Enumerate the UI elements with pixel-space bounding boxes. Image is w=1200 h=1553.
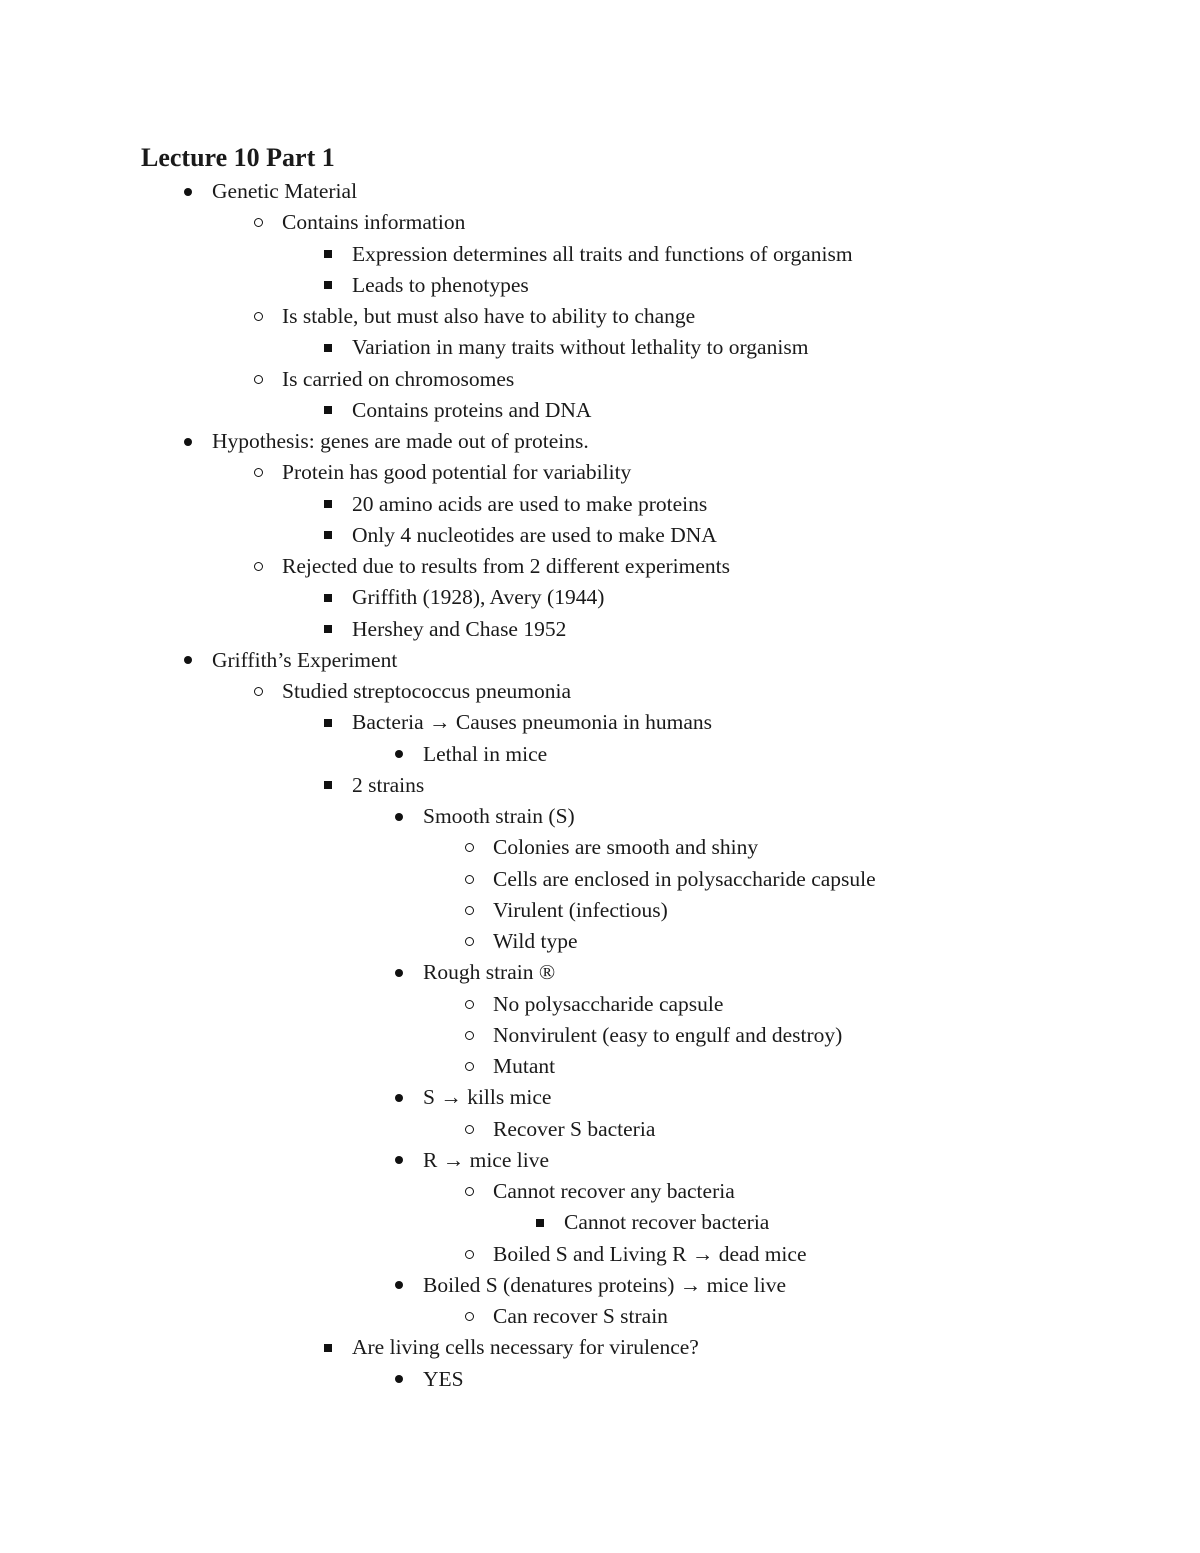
list-item-text: Boiled S (denatures proteins) → mice live bbox=[423, 1272, 787, 1297]
ring-bullet-icon bbox=[459, 1176, 479, 1207]
ring-bullet-icon bbox=[248, 301, 268, 332]
list-item-text: Can recover S strain bbox=[493, 1304, 668, 1328]
list-item-text: Griffith’s Experiment bbox=[212, 647, 398, 672]
list-item-text: Rough strain ® bbox=[423, 960, 556, 985]
list-item-text: Is stable, but must also have to ability to change bbox=[282, 304, 696, 328]
dot-bullet-icon bbox=[389, 801, 409, 832]
ring-bullet-icon bbox=[459, 832, 479, 863]
list-item-text: Hershey and Chase 1952 bbox=[352, 616, 567, 641]
list-item-text: Griffith (1928), Avery (1944) bbox=[352, 585, 605, 610]
list-item-text: Rejected due to results from 2 different experiments bbox=[282, 554, 730, 578]
square-bullet-icon bbox=[318, 332, 338, 363]
list-item-text: Protein has good potential for variability bbox=[282, 460, 632, 485]
ring-bullet-icon bbox=[459, 864, 479, 895]
list-item-text: Smooth strain (S) bbox=[423, 804, 575, 828]
ring-bullet-icon bbox=[459, 1020, 479, 1051]
list-item-text: Boiled S and Living R → dead mice bbox=[493, 1241, 807, 1266]
dot-bullet-icon bbox=[389, 1145, 409, 1176]
list-item-text: Contains proteins and DNA bbox=[352, 397, 592, 422]
list-item-text: Hypothesis: genes are made out of proteins. bbox=[212, 429, 589, 453]
ring-bullet-icon bbox=[459, 989, 479, 1020]
ring-bullet-icon bbox=[248, 551, 268, 582]
list-item-text: Cannot recover bacteria bbox=[564, 1210, 770, 1235]
ring-bullet-icon bbox=[459, 1114, 479, 1145]
ring-bullet-icon bbox=[459, 1239, 479, 1270]
ring-bullet-icon bbox=[248, 364, 268, 395]
dot-bullet-icon bbox=[178, 645, 198, 676]
ring-bullet-icon bbox=[459, 895, 479, 926]
dot-bullet-icon bbox=[178, 426, 198, 457]
list-item-text: Only 4 nucleotides are used to make DNA bbox=[352, 522, 717, 547]
square-bullet-icon bbox=[318, 582, 338, 613]
square-bullet-icon bbox=[318, 520, 338, 551]
list-item-text: Genetic Material bbox=[212, 179, 358, 203]
list-item-text: S → kills mice bbox=[423, 1085, 552, 1110]
list-item-text: Leads to phenotypes bbox=[352, 272, 529, 297]
list-item-text: Are living cells necessary for virulence? bbox=[352, 1335, 699, 1360]
square-bullet-icon bbox=[318, 395, 338, 426]
dot-bullet-icon bbox=[389, 957, 409, 988]
list-item-text: Cannot recover any bacteria bbox=[493, 1179, 735, 1203]
list-item-text: Recover S bacteria bbox=[493, 1116, 656, 1141]
page-title: Lecture 10 Part 1 bbox=[141, 143, 335, 172]
ring-bullet-icon bbox=[459, 1301, 479, 1332]
square-bullet-icon bbox=[318, 614, 338, 645]
list-item-text: Nonvirulent (easy to engulf and destroy) bbox=[493, 1022, 843, 1047]
list-item-text: Mutant bbox=[493, 1054, 556, 1078]
list-item-text: YES bbox=[423, 1366, 464, 1391]
ring-bullet-icon bbox=[248, 457, 268, 488]
list-item-text: Virulent (infectious) bbox=[493, 897, 668, 922]
ring-bullet-icon bbox=[459, 926, 479, 957]
square-bullet-icon bbox=[318, 770, 338, 801]
square-bullet-icon bbox=[318, 239, 338, 270]
list-item-text: Expression determines all traits and functions of organism bbox=[352, 241, 853, 266]
ring-bullet-icon bbox=[248, 207, 268, 238]
ring-bullet-icon bbox=[248, 676, 268, 707]
square-bullet-icon bbox=[318, 1332, 338, 1363]
dot-bullet-icon bbox=[389, 739, 409, 770]
dot-bullet-icon bbox=[389, 1270, 409, 1301]
square-bullet-icon bbox=[318, 270, 338, 301]
dot-bullet-icon bbox=[389, 1364, 409, 1395]
list-item-text: Cells are enclosed in polysaccharide capsule bbox=[493, 866, 876, 891]
list-item-text: Lethal in mice bbox=[423, 741, 548, 766]
list-item-text: R → mice live bbox=[423, 1147, 549, 1172]
dot-bullet-icon bbox=[178, 176, 198, 207]
list-item-text: Colonies are smooth and shiny bbox=[493, 835, 759, 860]
square-bullet-icon bbox=[318, 707, 338, 738]
square-bullet-icon bbox=[530, 1207, 550, 1238]
ring-bullet-icon bbox=[459, 1051, 479, 1082]
list-item-text: 20 amino acids are used to make proteins bbox=[352, 491, 708, 516]
square-bullet-icon bbox=[318, 489, 338, 520]
list-item-text: No polysaccharide capsule bbox=[493, 991, 724, 1016]
list-item-text: 2 strains bbox=[352, 772, 425, 797]
dot-bullet-icon bbox=[389, 1082, 409, 1113]
list-item-text: Variation in many traits without lethality to organism bbox=[352, 335, 809, 360]
list-item-text: Bacteria → Causes pneumonia in humans bbox=[352, 710, 713, 735]
list-item-text: Wild type bbox=[493, 929, 578, 953]
list-item-text: Is carried on chromosomes bbox=[282, 366, 515, 391]
list-item-text: Studied streptococcus pneumonia bbox=[282, 679, 571, 703]
list-item-text: Contains information bbox=[282, 210, 466, 235]
